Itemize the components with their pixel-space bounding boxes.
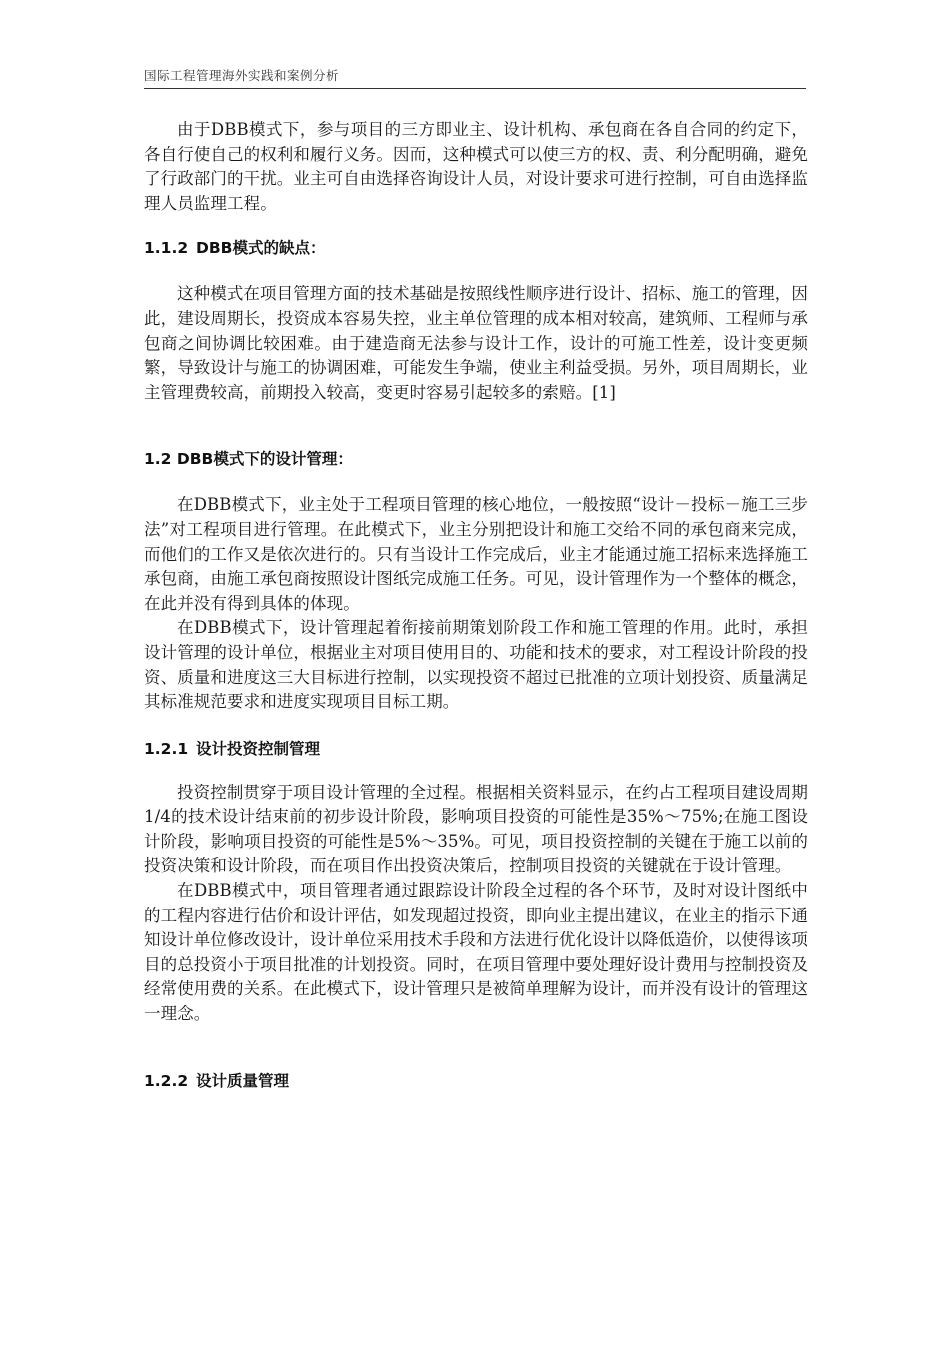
heading-number: 1.1.2 <box>144 239 189 258</box>
heading-number: 1.2 <box>144 450 172 469</box>
section-heading-1-2-1 <box>144 737 808 761</box>
heading-title: 设计投资控制管理 <box>196 739 321 758</box>
running-header: 国际工程管理海外实践和案例分析 <box>144 66 806 89</box>
heading-number: 1.2.2 <box>144 1071 189 1090</box>
paragraph-dbb-disadvantages: 这种模式在项目管理方面的技术基础是按照线性顺序进行设计、招标、施工的管理，因此，建设周期长，投资成本容易失控，业主单位管理的成本相对较高，建筑师、工程师与承包商之间协调比较困难。由于建造商无法参与设计工作，设计的可施工性差，设计变更频繁，导致设计与施工的协调困难，可能发生争端，使业主利益受损。另外，项目周期长，业主管理费较高，前期投入较高，变更时容易引起较多的索赔。[1] <box>144 284 808 402</box>
paragraph-investment-tracking: 在DBB模式中，项目管理者通过跟踪设计阶段全过程的各个环节，及时对设计图纸中的工程内容进行估价和设计评估，如发现超过投资，即向业主提出建议，在业主的指示下通知设计单位修改设计，设计单位采用技术手段和方法进行优化设计以降低造价，以使得该项目的总投资小于项目批准的计划投资。同时，在项目管理中要处理好设计费用与控制投资及经常使用费的关系。在此模式下，设计管理只是被简单理解为设计，而并没有设计的管理这一理念。 <box>144 881 808 1024</box>
paragraph-design-management-role: 在DBB模式下，设计管理起着衔接前期策划阶段工作和施工管理的作用。此时，承担设计管理的设计单位，根据业主对项目使用目的、功能和技术的要求，对工程设计阶段的投资、质量和进度这三大目标进行控制，以实现投资不超过已批准的立项计划投资、质量满足其标准规范要求和进度实现项目目标工期。 <box>144 618 808 712</box>
section-heading-1-1-2 <box>144 236 808 260</box>
document-body <box>144 112 808 1093</box>
section-heading-1-2 <box>144 447 808 471</box>
heading-title: DBB模式的缺点： <box>196 239 326 258</box>
paragraph-design-management-overview: 在DBB模式下，业主处于工程项目管理的核心地位，一般按照“设计－投标－施工三步法”对工程项目进行管理。在此模式下，业主分别把设计和施工交给不同的承包商来完成，而他们的工作又是依次进行的。只有当设计工作完成后，业主才能通过施工招标来选择施工承包商，由施工承包商按照设计图纸完成施工任务。可见，设计管理作为一个整体的概念，在此并没有得到具体的体现。 <box>144 495 808 613</box>
heading-title: 设计质量管理 <box>196 1071 290 1090</box>
section-heading-1-2-2 <box>144 1069 808 1093</box>
paragraph-dbb-advantages: 由于DBB模式下，参与项目的三方即业主、设计机构、承包商在各自合同的约定下，各自行使自己的权利和履行义务。因而，这种模式可以使三方的权、责、利分配明确，避免了行政部门的干扰。业主可自由选择咨询设计人员，对设计要求可进行控制，可自由选择监理人员监理工程。 <box>144 120 808 213</box>
heading-title: DBB模式下的设计管理： <box>176 450 353 469</box>
heading-number: 1.2.1 <box>144 739 189 758</box>
paragraph-investment-control: 投资控制贯穿于项目设计管理的全过程。根据相关资料显示，在约占工程项目建设周期1/4的技术设计结束前的初步设计阶段，影响项目投资的可能性是35%～75%;在施工图设计阶段，影响项目投资的可能性是5%～35%。可见，项目投资控制的关键在于施工以前的投资决策和设计阶段，而在项目作出投资决策后，控制项目投资的关键就在于设计管理。 <box>144 782 808 876</box>
